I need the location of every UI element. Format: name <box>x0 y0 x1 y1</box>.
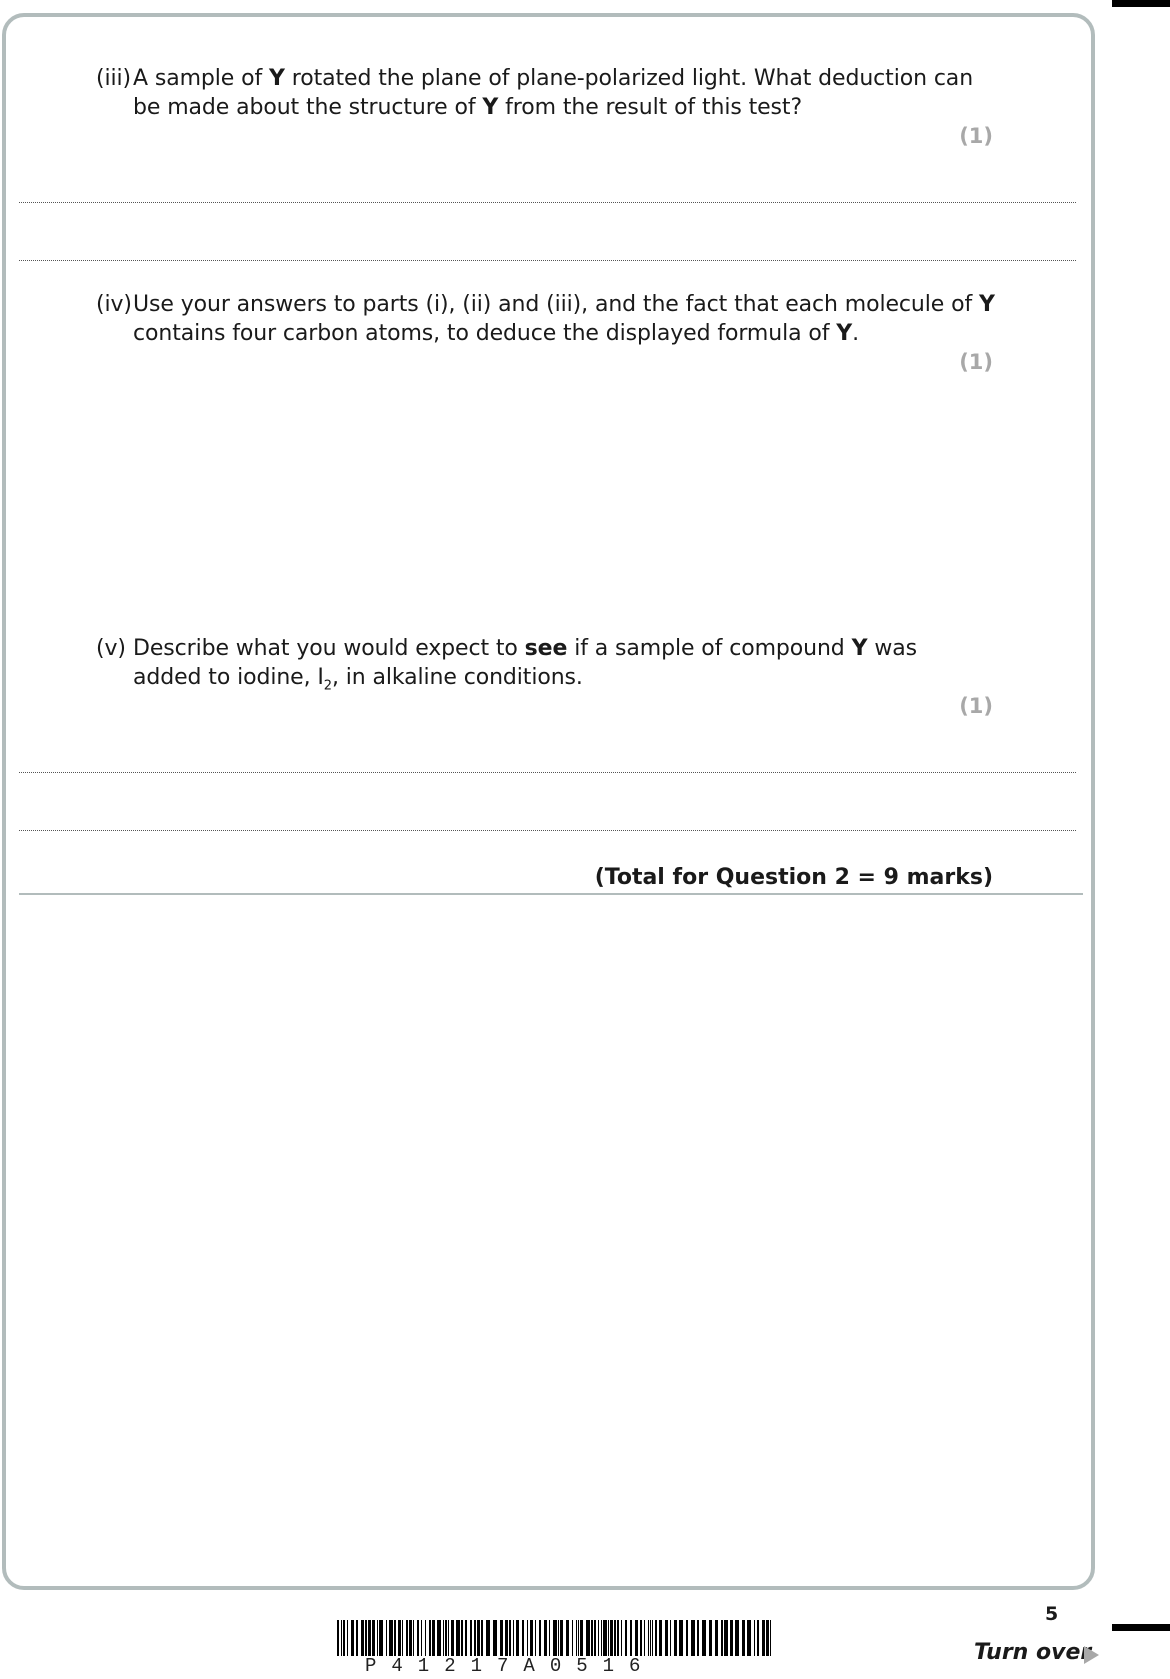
page-border <box>2 13 1095 1590</box>
barcode-bar <box>351 1620 354 1656</box>
barcode-bar <box>625 1620 627 1656</box>
barcode-bar <box>347 1620 348 1656</box>
barcode-bar <box>356 1620 358 1656</box>
barcode-bar <box>630 1620 632 1656</box>
barcode-text: P41217A0516 <box>365 1655 656 1677</box>
barcode-bar <box>702 1620 706 1656</box>
barcode-bar <box>621 1620 622 1656</box>
barcode-bar <box>665 1620 668 1656</box>
barcode-bar <box>691 1620 695 1656</box>
barcode-bar <box>389 1620 393 1656</box>
barcode-bar <box>477 1620 480 1656</box>
barcode-bar <box>486 1620 490 1656</box>
page-number: 5 <box>1045 1603 1059 1625</box>
barcode-bar <box>432 1620 435 1656</box>
barcode-bar <box>655 1620 657 1656</box>
barcode-bar <box>474 1620 476 1656</box>
barcode-bar <box>715 1620 718 1656</box>
barcode-bar <box>470 1620 472 1656</box>
barcode-bar <box>379 1620 383 1656</box>
barcode-bar <box>766 1620 769 1656</box>
barcode-bar <box>735 1620 739 1656</box>
barcode-bar <box>535 1620 536 1656</box>
barcode-bar <box>493 1620 497 1656</box>
barcode-bar <box>591 1620 593 1656</box>
barcode-bar <box>553 1620 557 1656</box>
barcode-bar <box>500 1620 503 1656</box>
answer-line[interactable] <box>19 202 1076 203</box>
barcode-bar <box>679 1620 683 1656</box>
question-v-number: (v) <box>96 636 126 661</box>
barcode-bar <box>509 1620 511 1656</box>
question-iii-mark: (1) <box>959 124 993 148</box>
barcode-bar <box>558 1620 559 1656</box>
barcode-bar <box>644 1620 645 1656</box>
barcode-bar <box>505 1620 508 1656</box>
barcode-bar <box>730 1620 733 1656</box>
question-iv-number: (iv) <box>96 292 132 317</box>
question-iv-mark: (1) <box>959 350 993 374</box>
barcode-bar <box>522 1620 524 1656</box>
barcode-bar <box>640 1620 642 1656</box>
barcode-bar <box>425 1620 426 1656</box>
barcode-bar <box>377 1620 378 1656</box>
barcode-bar <box>417 1620 419 1656</box>
barcode-bar <box>576 1620 577 1656</box>
registration-mark-bottom <box>1112 1624 1170 1631</box>
barcode-bar <box>461 1620 463 1656</box>
barcode-bar <box>580 1620 583 1656</box>
question-iv: (iv)Use your answers to parts (i), (ii) and (iii), and the fact that each molecule of Y contains four carbon atoms, to deduce the displayed formula of Y. <box>96 292 995 346</box>
barcode-bar <box>670 1620 671 1656</box>
barcode-bar <box>413 1620 414 1656</box>
barcode-bar <box>341 1620 342 1656</box>
barcode-bar <box>650 1620 651 1656</box>
barcode-bar <box>549 1620 550 1656</box>
barcode-bar <box>337 1620 339 1656</box>
barcode-bar <box>513 1620 514 1656</box>
registration-mark-top <box>1112 0 1170 7</box>
barcode-bar <box>754 1620 755 1656</box>
barcode-bar <box>429 1620 431 1656</box>
barcode-bar <box>402 1620 403 1656</box>
barcode-bar <box>742 1620 745 1656</box>
barcode-bar <box>566 1620 569 1656</box>
barcode-bar <box>601 1620 602 1656</box>
barcode-bar <box>451 1620 454 1656</box>
barcode-bar <box>372 1620 375 1656</box>
barcode-bar <box>445 1620 447 1656</box>
barcode-bar <box>437 1620 441 1656</box>
barcode-bar <box>762 1620 765 1656</box>
question-iii: (iii)A sample of Y rotated the plane of plane-polarized light. What deduction can be made about the structure of Y from the result of this test? <box>96 66 974 120</box>
barcode-bar <box>659 1620 662 1656</box>
barcode-bar <box>481 1620 483 1656</box>
barcode-bar <box>614 1620 616 1656</box>
barcode-bar <box>686 1620 688 1656</box>
barcode-bar <box>697 1620 699 1656</box>
barcode-bar <box>365 1620 367 1656</box>
question-v-mark: (1) <box>959 694 993 718</box>
answer-line[interactable] <box>19 772 1076 773</box>
barcode-bar <box>544 1620 547 1656</box>
barcode-bar <box>648 1620 649 1656</box>
barcode-bar <box>409 1620 412 1656</box>
barcode-bar <box>652 1620 653 1656</box>
barcode-bar <box>721 1620 723 1656</box>
barcode-bar <box>343 1620 345 1656</box>
barcode-bar <box>443 1620 444 1656</box>
barcode-bar <box>598 1620 599 1656</box>
barcode-bar <box>603 1620 607 1656</box>
barcode-bar <box>386 1620 387 1656</box>
barcode-bar <box>516 1620 519 1656</box>
barcode-bar <box>610 1620 613 1656</box>
barcode-bar <box>456 1620 460 1656</box>
barcode-bar <box>398 1620 401 1656</box>
barcode-bar <box>560 1620 563 1656</box>
answer-space-displayed-formula[interactable] <box>96 380 996 610</box>
barcode-bar <box>747 1620 751 1656</box>
barcode-bar <box>594 1620 596 1656</box>
barcode-bar <box>617 1620 619 1656</box>
barcode-bar <box>368 1620 371 1656</box>
barcode-bar <box>635 1620 638 1656</box>
barcode-bar <box>757 1620 759 1656</box>
question-iii-number: (iii) <box>96 66 132 91</box>
turn-over-arrow-icon <box>1084 1646 1099 1664</box>
barcode-bar <box>572 1620 573 1656</box>
barcode-bar <box>770 1620 771 1656</box>
barcode-bar <box>394 1620 396 1656</box>
question-total: (Total for Question 2 = 9 marks) <box>594 865 993 890</box>
barcode-bar <box>530 1620 533 1656</box>
barcode-bar <box>406 1620 408 1656</box>
answer-line[interactable] <box>19 830 1076 831</box>
barcode-bar <box>709 1620 712 1656</box>
barcode-bar <box>465 1620 467 1656</box>
section-divider <box>19 893 1083 895</box>
question-v: (v) Describe what you would expect to see if a sample of compound Y was added to iodine, $I_2$, in alkaline conditions. <box>96 636 917 694</box>
answer-line[interactable] <box>19 260 1076 261</box>
barcode-bar <box>448 1620 449 1656</box>
barcode-bar <box>578 1620 579 1656</box>
barcode-bar <box>724 1620 728 1656</box>
barcode-bar <box>361 1620 364 1656</box>
barcode-bar <box>674 1620 677 1656</box>
barcode-bar <box>421 1620 422 1656</box>
barcode-bar <box>608 1620 609 1656</box>
turn-over-label: Turn over <box>974 1640 1092 1665</box>
barcode-bar <box>586 1620 590 1656</box>
barcode-bar <box>539 1620 541 1656</box>
barcode-bar <box>527 1620 528 1656</box>
